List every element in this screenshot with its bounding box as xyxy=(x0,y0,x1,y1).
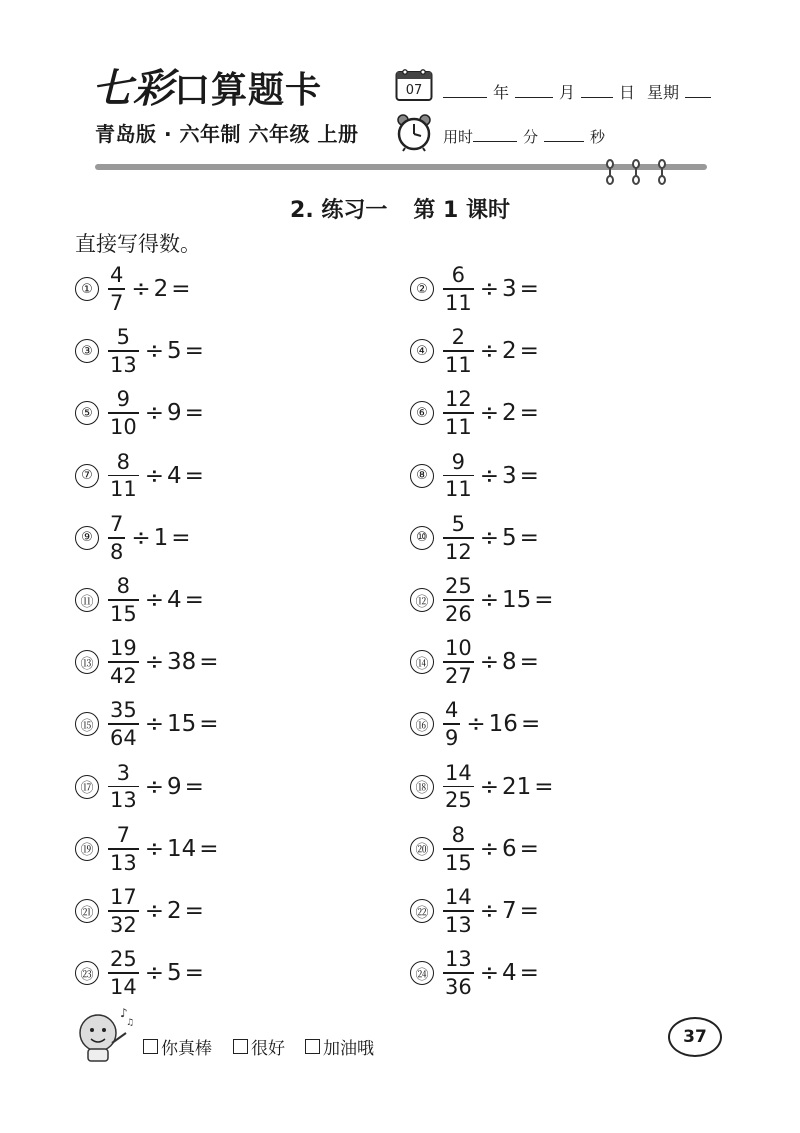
fraction xyxy=(108,636,139,688)
equals-sign: = xyxy=(519,400,539,427)
divisor: 5 xyxy=(167,338,182,365)
seconds-blank[interactable] xyxy=(544,127,584,142)
fraction-bar xyxy=(443,786,474,788)
fraction-denominator: 8 xyxy=(110,539,124,564)
fraction-bar xyxy=(443,412,474,414)
equals-sign: = xyxy=(184,898,204,924)
fraction-denominator: 14 xyxy=(110,975,137,1000)
fraction-numerator: 35 xyxy=(110,698,137,723)
fraction-bar xyxy=(108,288,125,290)
equals-sign: = xyxy=(184,338,204,365)
fraction xyxy=(108,325,139,377)
fraction-numerator: 9 xyxy=(116,387,131,412)
fraction-numerator: 7 xyxy=(110,511,124,536)
fraction-numerator: 8 xyxy=(116,574,131,599)
fraction xyxy=(108,698,139,750)
problem-number: ⑳ xyxy=(410,837,434,861)
time-used-line xyxy=(443,126,611,147)
date-line xyxy=(443,80,711,103)
eval-label-keep-going: 加油哦 xyxy=(323,1039,374,1059)
fraction-denominator: 42 xyxy=(110,664,137,689)
fraction-numerator: 17 xyxy=(110,885,137,910)
equals-sign: = xyxy=(184,587,204,613)
fraction-denominator: 11 xyxy=(445,353,472,378)
divisor: 4 xyxy=(502,960,517,987)
problem-item xyxy=(75,261,194,317)
divisor: 2 xyxy=(167,898,182,924)
checkbox-great[interactable] xyxy=(143,1039,158,1054)
fraction-bar xyxy=(108,412,139,414)
divide-sign: ÷ xyxy=(144,400,165,427)
fraction xyxy=(108,574,139,626)
fraction-denominator: 15 xyxy=(445,850,472,875)
brand-title-text: 口算题卡 xyxy=(174,70,323,111)
problem-number: ⑭ xyxy=(410,650,434,674)
fraction-numerator: 10 xyxy=(445,636,472,661)
divide-sign: ÷ xyxy=(144,462,165,489)
fraction-numerator: 25 xyxy=(110,947,137,972)
equals-sign: = xyxy=(519,898,539,924)
fraction-bar xyxy=(108,972,139,974)
divide-sign: ÷ xyxy=(144,898,165,924)
problem-number: ㉒ xyxy=(410,899,434,923)
problem-number: ④ xyxy=(410,339,434,363)
fraction-numerator: 12 xyxy=(445,387,472,412)
problem-number: ⑧ xyxy=(410,464,434,488)
divisor: 38 xyxy=(167,649,197,676)
weekday-blank[interactable] xyxy=(685,83,711,98)
equals-sign: = xyxy=(534,773,554,800)
fraction-denominator: 9 xyxy=(445,726,459,751)
problem-number: ㉔ xyxy=(410,961,434,985)
divisor: 21 xyxy=(502,773,532,800)
fraction-numerator: 25 xyxy=(445,574,472,599)
divisor: 2 xyxy=(502,338,517,365)
time-used-label: 用时 xyxy=(443,128,474,146)
fraction-bar xyxy=(108,723,139,725)
fraction xyxy=(108,823,139,875)
svg-text:♫: ♫ xyxy=(126,1018,134,1028)
eval-option-keep-going[interactable] xyxy=(305,1034,374,1059)
problem-number: ㉑ xyxy=(75,899,99,923)
problem-number: ⑪ xyxy=(75,588,99,612)
problem-item xyxy=(75,883,207,939)
fraction xyxy=(443,823,474,875)
problem-number: ⑩ xyxy=(410,526,434,550)
divide-sign: ÷ xyxy=(144,649,165,676)
fraction-bar xyxy=(108,848,139,850)
problem-item xyxy=(75,821,222,877)
fraction-denominator: 13 xyxy=(445,912,472,937)
problem-item xyxy=(75,572,207,628)
problem-item xyxy=(410,323,542,379)
fraction-numerator: 7 xyxy=(116,822,131,847)
divisor: 5 xyxy=(502,524,517,551)
divide-sign: ÷ xyxy=(131,276,151,302)
problem-item xyxy=(410,945,542,1001)
problem-number: ③ xyxy=(75,339,99,363)
fraction-denominator: 11 xyxy=(445,290,472,315)
fraction-bar xyxy=(108,350,139,352)
problem-item xyxy=(410,448,542,504)
month-label: 月 xyxy=(559,83,576,102)
divide-sign: ÷ xyxy=(479,462,500,489)
problem-item xyxy=(410,759,557,815)
fraction-numerator: 6 xyxy=(451,263,466,288)
divide-sign: ÷ xyxy=(479,338,500,365)
fraction xyxy=(443,574,474,626)
instruction-text: 直接写得数。 xyxy=(75,232,201,256)
problem-number: ⑫ xyxy=(410,588,434,612)
fraction-denominator: 11 xyxy=(110,477,137,502)
fraction-bar xyxy=(443,910,474,912)
fraction xyxy=(108,512,125,564)
equals-sign: = xyxy=(199,835,219,862)
year-label: 年 xyxy=(493,83,510,102)
fraction xyxy=(108,387,139,439)
problem-item xyxy=(410,696,543,752)
fraction-bar xyxy=(443,537,474,539)
seconds-label: 秒 xyxy=(590,128,606,146)
divisor: 15 xyxy=(167,711,197,738)
edition-text: 青岛版 · 六年制 六年级 上册 xyxy=(95,122,359,146)
divide-sign: ÷ xyxy=(479,524,500,551)
fraction xyxy=(443,698,460,750)
eval-label-good: 很好 xyxy=(251,1039,285,1059)
problem-number: ⑬ xyxy=(75,650,99,674)
fraction xyxy=(108,947,139,999)
divide-sign: ÷ xyxy=(479,400,500,427)
divisor: 5 xyxy=(167,960,182,987)
problem-item xyxy=(75,385,207,441)
problem-number: ① xyxy=(75,277,99,301)
divide-sign: ÷ xyxy=(479,898,500,924)
fraction xyxy=(108,761,139,813)
fraction xyxy=(108,263,125,315)
fraction-numerator: 4 xyxy=(445,698,459,723)
fraction-numerator: 9 xyxy=(451,449,466,474)
divide-sign: ÷ xyxy=(479,773,500,800)
fraction xyxy=(443,325,474,377)
equals-sign: = xyxy=(519,649,539,676)
problem-item xyxy=(75,510,194,566)
fraction-bar xyxy=(108,910,139,912)
problem-number: ⑨ xyxy=(75,526,99,550)
fraction-bar xyxy=(443,350,474,352)
problem-item xyxy=(410,572,557,628)
fraction-bar xyxy=(443,972,474,974)
fraction xyxy=(443,263,474,315)
fraction-numerator: 14 xyxy=(445,760,472,785)
lesson-period: 第 1 课时 xyxy=(413,198,510,223)
fraction-bar xyxy=(108,537,125,539)
fraction xyxy=(443,450,474,502)
problem-item xyxy=(75,634,222,690)
divisor: 2 xyxy=(153,276,169,302)
divisor: 8 xyxy=(502,649,517,676)
problem-number: ② xyxy=(410,277,434,301)
fraction xyxy=(108,885,139,937)
divisor: 9 xyxy=(167,773,182,800)
problem-number: ⑤ xyxy=(75,401,99,425)
fraction-bar xyxy=(443,723,460,725)
fraction-denominator: 13 xyxy=(110,850,137,875)
problem-item xyxy=(410,385,542,441)
month-blank[interactable] xyxy=(515,83,553,98)
fraction xyxy=(443,885,474,937)
divisor: 6 xyxy=(502,835,517,862)
divide-sign: ÷ xyxy=(479,587,500,613)
problem-item xyxy=(75,945,207,1001)
problem-number: ⑱ xyxy=(410,775,434,799)
fraction-numerator: 8 xyxy=(116,449,131,474)
divisor: 3 xyxy=(502,276,517,302)
fraction xyxy=(443,636,474,688)
fraction-numerator: 5 xyxy=(116,325,131,350)
fraction-denominator: 32 xyxy=(110,912,137,937)
fraction-denominator: 7 xyxy=(110,290,124,315)
fraction-denominator: 13 xyxy=(110,353,137,378)
fraction-denominator: 12 xyxy=(445,539,472,564)
divisor: 1 xyxy=(153,524,169,551)
divide-sign: ÷ xyxy=(144,711,165,738)
fraction-numerator: 14 xyxy=(445,885,472,910)
equals-sign: = xyxy=(184,773,204,800)
fraction-numerator: 2 xyxy=(451,325,466,350)
brand-logo xyxy=(92,66,362,112)
equals-sign: = xyxy=(520,711,541,738)
fraction-denominator: 11 xyxy=(445,415,472,440)
problem-number: ⑥ xyxy=(410,401,434,425)
equals-sign: = xyxy=(519,524,539,551)
problem-item xyxy=(410,821,542,877)
divide-sign: ÷ xyxy=(131,524,151,551)
fraction-denominator: 36 xyxy=(445,975,472,1000)
problem-item xyxy=(75,696,222,752)
eval-option-great[interactable] xyxy=(143,1034,212,1059)
equals-sign: = xyxy=(519,338,539,365)
problem-number: ⑮ xyxy=(75,712,99,736)
fraction xyxy=(108,450,139,502)
equals-sign: = xyxy=(519,276,539,302)
fraction-bar xyxy=(108,599,139,601)
divisor: 4 xyxy=(167,587,182,613)
fraction xyxy=(443,947,474,999)
fraction-numerator: 4 xyxy=(110,263,124,288)
equals-sign: = xyxy=(534,587,554,613)
lesson-number: 2. 练习一 xyxy=(290,198,388,223)
calendar-day-text: 07 xyxy=(405,83,423,98)
checkbox-good[interactable] xyxy=(233,1039,248,1054)
equals-sign: = xyxy=(171,524,191,551)
divisor: 2 xyxy=(502,400,517,427)
fraction-numerator: 5 xyxy=(451,511,466,536)
problem-item xyxy=(75,759,207,815)
problem-item xyxy=(410,510,542,566)
fraction-denominator: 64 xyxy=(110,726,137,751)
alarm-clock-icon xyxy=(394,112,434,152)
divide-sign: ÷ xyxy=(479,835,500,862)
divide-sign: ÷ xyxy=(479,276,500,302)
calendar-icon xyxy=(395,68,433,102)
fraction-bar xyxy=(443,848,474,850)
binder-rings-icon xyxy=(600,156,680,186)
problem-number: ⑲ xyxy=(75,837,99,861)
fraction-denominator: 15 xyxy=(110,601,137,626)
problem-item xyxy=(410,261,542,317)
fraction-bar xyxy=(443,661,474,663)
fraction-numerator: 8 xyxy=(451,822,466,847)
divide-sign: ÷ xyxy=(144,587,165,613)
equals-sign: = xyxy=(184,462,204,489)
day-blank[interactable] xyxy=(581,83,613,98)
year-blank[interactable] xyxy=(443,83,487,98)
fraction-denominator: 25 xyxy=(445,788,472,813)
fraction-bar xyxy=(108,786,139,788)
fraction-denominator: 13 xyxy=(110,788,137,813)
divisor: 3 xyxy=(502,462,517,489)
divide-sign: ÷ xyxy=(144,338,165,365)
fraction-numerator: 19 xyxy=(110,636,137,661)
minutes-label: 分 xyxy=(523,128,539,146)
weekday-label: 星期 xyxy=(647,83,680,102)
divisor: 4 xyxy=(167,462,182,489)
divisor: 15 xyxy=(502,587,532,613)
equals-sign: = xyxy=(171,276,191,302)
equals-sign: = xyxy=(184,960,204,987)
fraction xyxy=(443,387,474,439)
fraction-denominator: 11 xyxy=(445,477,472,502)
fraction-denominator: 10 xyxy=(110,415,137,440)
problem-item xyxy=(410,883,542,939)
problem-number: ㉓ xyxy=(75,961,99,985)
eval-option-good[interactable] xyxy=(233,1034,285,1059)
checkbox-keep-going[interactable] xyxy=(305,1039,320,1054)
problem-number: ⑯ xyxy=(410,712,434,736)
divide-sign: ÷ xyxy=(144,773,165,800)
divisor: 16 xyxy=(488,711,518,738)
page-number: 37 xyxy=(668,1017,722,1057)
fraction xyxy=(443,761,474,813)
divide-sign: ÷ xyxy=(144,960,165,987)
divide-sign: ÷ xyxy=(466,711,486,738)
equals-sign: = xyxy=(519,960,539,987)
fraction-bar xyxy=(443,599,474,601)
fraction xyxy=(443,512,474,564)
eval-label-great: 你真棒 xyxy=(161,1039,212,1059)
minutes-blank[interactable] xyxy=(473,127,517,142)
divide-sign: ÷ xyxy=(479,649,500,676)
lesson-title xyxy=(0,193,800,224)
svg-text:♪: ♪ xyxy=(120,1006,128,1020)
fraction-denominator: 26 xyxy=(445,601,472,626)
divide-sign: ÷ xyxy=(479,960,500,987)
fraction-numerator: 3 xyxy=(116,760,131,785)
problem-number: ⑰ xyxy=(75,775,99,799)
divisor: 9 xyxy=(167,400,182,427)
equals-sign: = xyxy=(519,835,539,862)
mascot-illustration-icon xyxy=(68,1003,134,1067)
problem-item xyxy=(75,448,207,504)
fraction-denominator: 27 xyxy=(445,664,472,689)
fraction-bar xyxy=(108,661,139,663)
day-label: 日 xyxy=(619,83,636,102)
problem-number: ⑦ xyxy=(75,464,99,488)
brand-qi-text: 七彩 xyxy=(92,66,174,112)
equals-sign: = xyxy=(199,711,219,738)
fraction-numerator: 13 xyxy=(445,947,472,972)
problem-item xyxy=(75,323,207,379)
divisor: 7 xyxy=(502,898,517,924)
equals-sign: = xyxy=(199,649,219,676)
divisor: 14 xyxy=(167,835,197,862)
divide-sign: ÷ xyxy=(144,835,165,862)
fraction-bar xyxy=(443,288,474,290)
fraction-bar xyxy=(108,475,139,477)
fraction-bar xyxy=(443,475,474,477)
problem-item xyxy=(410,634,542,690)
equals-sign: = xyxy=(519,462,539,489)
equals-sign: = xyxy=(184,400,204,427)
